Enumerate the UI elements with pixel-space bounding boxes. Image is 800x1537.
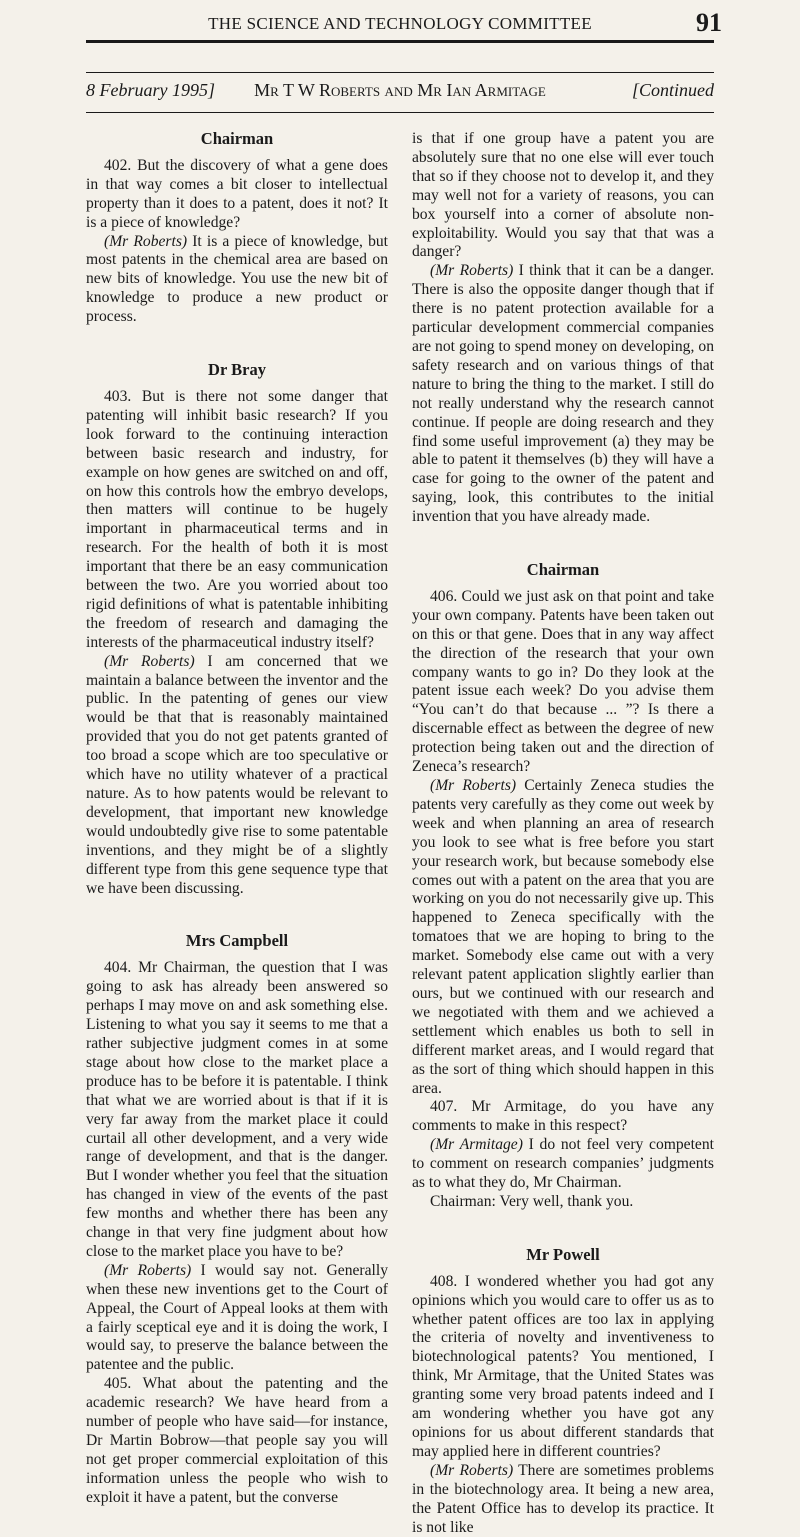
witness-name: (Mr Roberts): [430, 1461, 514, 1479]
top-rule: [86, 40, 714, 43]
header-bottom-rule: [86, 112, 714, 113]
witness-name: (Mr Armitage): [430, 1136, 523, 1154]
left-column: [86, 130, 388, 1508]
witness-answer: [412, 262, 714, 527]
question-paragraph: 406. Could we just ask on that point and take your own company. Patents have been taken out on this or that gene. Does that in any way affect the direction of the research that your own company wants to go in? Do they look at the patent issue each week? Do you advise them “You can’t do that because ... ”? Is there a discernable effect as between the degree of new protection being taken out and the direction of Zeneca’s research?: [412, 587, 714, 776]
witness-name: (Mr Roberts): [104, 1261, 192, 1279]
answer-text: I do not feel very competent to comment on research companies’ judgments as to what they do, Mr Chairman.: [412, 1136, 714, 1192]
witness-answer: [86, 233, 388, 328]
witness-answer: [86, 1262, 388, 1375]
witness-answer: [86, 653, 388, 899]
answer-text: Certainly Zeneca studies the patents very carefully as they come out week by week and when planning an area of research you look to see what is free before you start your research work, but because somebody else comes out with a patent on the area that you are working on you do not necessarily give up. This happened to Zeneca specifically with the tomatoes that we are hoping to bring to the market. Somebody else came out with a very relevant patent application slightly earlier than ours, but we continued with our research and we negotiated with them and we achieved a settlement which enables us both to sell in different market areas, and I would regard that as the sort of thing which should happen in this area.: [412, 777, 715, 1097]
hearing-date: 8 February 1995]: [86, 80, 215, 100]
committee-title: THE SCIENCE AND TECHNOLOGY COMMITTEE: [208, 14, 592, 33]
answer-text: I think that it can be a danger. There is also the opposite danger though that if there is no patent protection available for a particular development commercial companies are not going to spend money on developing, on safety research and on various things of that nature to bring the thing to the market. I still do not really understand why the research cannot continue. If people are doing research and they find some useful improvement (a) they may be able to patent it themselves (b) they will have a case for going to the owner of the patent and saying, look, this contributes to the initial invention that you have already made.: [412, 262, 714, 526]
witness-name: (Mr Roberts): [430, 262, 514, 280]
witness-answer: [412, 1462, 714, 1537]
question-paragraph: 405. What about the patenting and the academic research? We have heard from a number of people who have said—for instance, Dr Martin Bobrow—that people say you will not get proper commercial exploitation of this information unless the people who wish to exploit it have a patent, but the converse: [86, 1375, 388, 1506]
answer-text: I am concerned that we maintain a balance between the inventor and the public. In the patenting of genes our view would be that that is reasonably maintained provided that you do not get patents granted of too broad a scope which are too speculative or which have no utility whatever of a practical nature. As to how patents would be relevant to development, that important new knowledge would undoubtedly give rise to some patentable inventions, and they might be of a slightly different type from this gene sequence type that we have been discussing.: [86, 652, 388, 897]
witness-name: (Mr Roberts): [104, 652, 195, 670]
question-paragraph: 403. But is there not some danger that patenting will inhibit basic research? If you look forward to the continuing interaction between basic research and industry, for example on how genes are switched on and off, on how this controls how the embryo develops, then matters will continue to be hugely important in pharmaceutical terms and in research. For the health of both it is most important that there be an easy communication between the two. Are you worried about too rigid definitions of what is patentable inhibiting the freedom of research and damaging the interests of the pharmaceutical industry itself?: [86, 387, 388, 651]
right-column: [412, 130, 714, 1537]
speaker-heading: Dr Bray: [208, 360, 266, 380]
witness-names: Mr T W Roberts and Mr Ian Armitage: [254, 80, 546, 100]
witness-answer: [412, 1136, 714, 1193]
witness-name: (Mr Roberts): [430, 777, 517, 794]
question-paragraph: Chairman: Very well, thank you.: [430, 1192, 634, 1210]
question-paragraph: 407. Mr Armitage, do you have any comments to make in this respect?: [412, 1098, 714, 1135]
running-head: [86, 80, 714, 104]
continued-text: is that if one group have a patent you are absolutely sure that no one else will ever touch that so if they choose not to develop it, and they may well not for a variety of reasons, you can box yourself into a corner of absolute non-exploitability. Would you say that that was a danger?: [412, 130, 714, 261]
answer-text: There are sometimes problems in the biotechnology area. It being a new area, the Patent Office has to develop its practice. It is not like: [412, 1461, 714, 1536]
question-paragraph: 404. Mr Chairman, the question that I was going to ask has already been answered so perhaps I may move on and ask something else. Listening to what you say it seems to me that a rather subjective judgment comes in at some stage about how close to the market place a produce has to be before it is patentable. I think that what we are worried about is that if it is very far away from the market place it could curtail all other development, and a very wide range of development, and that is the danger. But I wonder whether you feel that the situation has changed in view of the events of the past few months and whether there has been any change in that very fine judgment about how close to the market place you have to be?: [86, 959, 388, 1260]
speaker-heading: Mrs Campbell: [185, 931, 289, 951]
speaker-heading: Mr Powell: [526, 1244, 600, 1264]
question-paragraph: 408. I wondered whether you had got any opinions which you would care to offer us as to whether patent offices are too lax in applying the criteria of novelty and inventiveness to biotechnological patents? You mentioned, I think, Mr Armitage, that the United States was granting some very broad patents indeed and I am wondering whether you have got any opinions for us about different standards that may applied here in different countries?: [412, 1272, 714, 1460]
top-thin-rule: [86, 72, 714, 73]
witness-answer: [412, 777, 714, 1098]
witness-name: (Mr Roberts): [104, 232, 188, 250]
continued-label: [Continued: [631, 80, 714, 100]
speaker-heading: Chairman: [200, 129, 274, 148]
speaker-heading: Chairman: [526, 560, 600, 580]
question-paragraph: 402. But the discovery of what a gene does in that way comes a bit closer to intellectual property than it does to a patent, does it not? It is a piece of knowledge?: [86, 156, 388, 231]
page-number: 91: [696, 8, 722, 37]
answer-text: I would say not. Generally when these new inventions get to the Court of Appeal, the Court of Appeal looks at them with a fairly sceptical eye and it is doing the work, I would say, to preserve the balance between the patentee and the public.: [86, 1261, 388, 1374]
answer-text: It is a piece of knowledge, but most patents in the chemical area are based on new bits of knowledge. You use the new bit of knowledge to produce a new product or process.: [86, 232, 388, 326]
